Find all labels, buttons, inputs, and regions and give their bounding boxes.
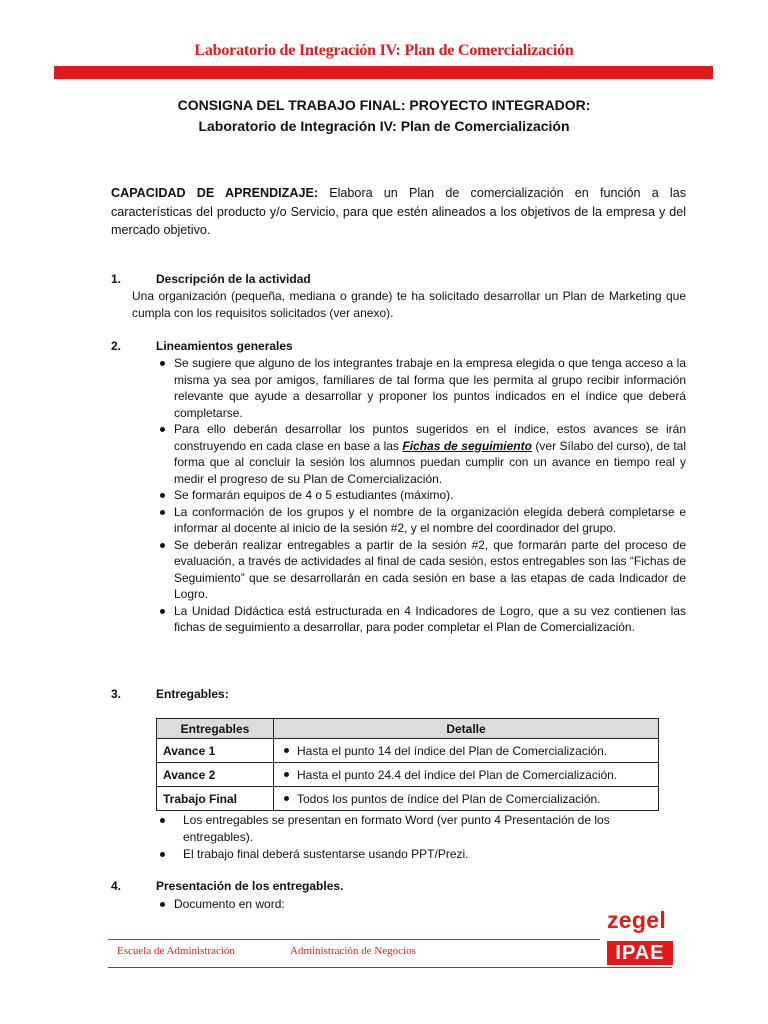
table-cell: Avance 1 [157, 739, 274, 763]
section-3-title: Entregables: [156, 687, 229, 701]
bullet-icon [160, 361, 165, 366]
entregables-table [156, 718, 659, 811]
table-cell: Avance 2 [157, 763, 274, 787]
section-4-number: 4. [111, 879, 122, 893]
section-1-body: Una organización (pequeña, mediana o grande) te ha solicitado desarrollar un Plan de Marketing que cumpla con los requisitos solicitados (ver anexo). [132, 289, 686, 320]
list-item: El trabajo final deberá sustentarse usando PPT/Prezi. [156, 846, 676, 863]
section-3-number: 3. [111, 687, 122, 701]
section-1-title: Descripción de la actividad [156, 272, 311, 286]
table-cell: Trabajo Final [157, 787, 274, 811]
capacidad-label: CAPACIDAD DE APRENDIZAJE: [111, 186, 319, 200]
document-title-line1: CONSIGNA DEL TRABAJO FINAL: PROYECTO INTEGRADOR: [177, 97, 591, 113]
entregables-notes [156, 812, 676, 864]
bullet-icon [160, 902, 165, 907]
bullet-icon [160, 818, 165, 823]
ipae-logo: IPAE [607, 941, 673, 965]
fichas-link-text: Fichas de seguimiento [402, 438, 532, 453]
table-header-row [157, 719, 659, 739]
section-4-title: Presentación de los entregables. [156, 879, 344, 893]
section-4-bullets [156, 896, 456, 913]
capacidad-paragraph [111, 184, 686, 240]
bullet-icon [284, 772, 289, 777]
footer-program: Administración de Negocios [290, 945, 416, 957]
bullet-icon [160, 427, 165, 432]
table-row [157, 787, 659, 811]
zegel-logo: zegel [607, 907, 667, 933]
list-item: Para ello deberán desarrollar los puntos sugeridos en el índice, estos avances se irán construyendo en cada clase en base a las Fichas de seguimiento (ver Sílabo del curso), de tal forma que al concluir la sesión los alumnos puedan cumplir con un avance en tiempo real y medir el progreso de su Plan de Comercialización. [156, 421, 686, 487]
table-header-cell: Detalle [274, 719, 659, 739]
table-cell: Hasta el punto 14 del índice del Plan de Comercialización. [274, 739, 659, 763]
table-row [157, 739, 659, 763]
section-2-number: 2. [111, 339, 122, 353]
list-item: Documento en word: [156, 896, 456, 913]
bullet-icon [160, 543, 165, 548]
footer-divider-bottom [108, 967, 672, 968]
bullet-icon [160, 852, 165, 857]
list-item: La conformación de los grupos y el nombre de la organización elegida deberá completarse e informar al docente al inicio de la sesión #2, y el nombre del coordinador del grupo. [156, 504, 686, 537]
list-item: Se sugiere que alguno de los integrantes trabaje en la empresa elegida o que tenga acceso a la misma ya sea por amigos, familiares de tal forma que les permita al grupo recibir información relevante que ayude a desarrollar y proponer los puntos indicados en el índice que deberá completarse. [156, 355, 686, 421]
bullet-icon [160, 510, 165, 515]
capacidad-text: Elabora un Plan de comercialización en función a las características del producto y/o Servicio, para que estén alineados a los objetivos de la empresa y del mercado objetivo. [111, 186, 687, 237]
section-1-number: 1. [111, 272, 122, 286]
list-item: Se deberán realizar entregables a partir de la sesión #2, que formarán parte del proceso de evaluación, a través de actividades al final de cada sesión, estos entregables son las “Fichas de Seguimiento” que se desarrollarán en cada sesión en base a las etapas de cada Indicador de Logro. [156, 537, 686, 603]
list-item: La Unidad Didáctica está estructurada en 4 Indicadores de Logro, que a su vez contienen las fichas de seguimiento a desarrollar, para poder completar el Plan de Comercialización. [156, 603, 686, 636]
header-title: Laboratorio de Integración IV: Plan de Comercialización [194, 42, 574, 59]
footer-divider-top [108, 939, 600, 940]
document-title [0, 95, 768, 137]
section-2-title: Lineamientos generales [156, 339, 293, 353]
footer-school: Escuela de Administración [117, 945, 235, 957]
bullet-icon [160, 493, 165, 498]
document-title-line2: Laboratorio de Integración IV: Plan de Comercialización [198, 118, 570, 134]
bullet-icon [284, 796, 289, 801]
table-row [157, 763, 659, 787]
bullet-icon [284, 748, 289, 753]
table-header-cell: Entregables [157, 719, 274, 739]
table-cell: Todos los puntos de índice del Plan de Comercialización. [274, 787, 659, 811]
bullet-icon [160, 609, 165, 614]
header-bar [54, 66, 713, 79]
list-item: Se formarán equipos de 4 o 5 estudiantes (máximo). [156, 487, 686, 504]
table-cell: Hasta el punto 24.4 del índice del Plan de Comercialización. [274, 763, 659, 787]
list-item: Los entregables se presentan en formato Word (ver punto 4 Presentación de los entregables). [156, 812, 676, 845]
section-2-bullets [156, 355, 686, 636]
